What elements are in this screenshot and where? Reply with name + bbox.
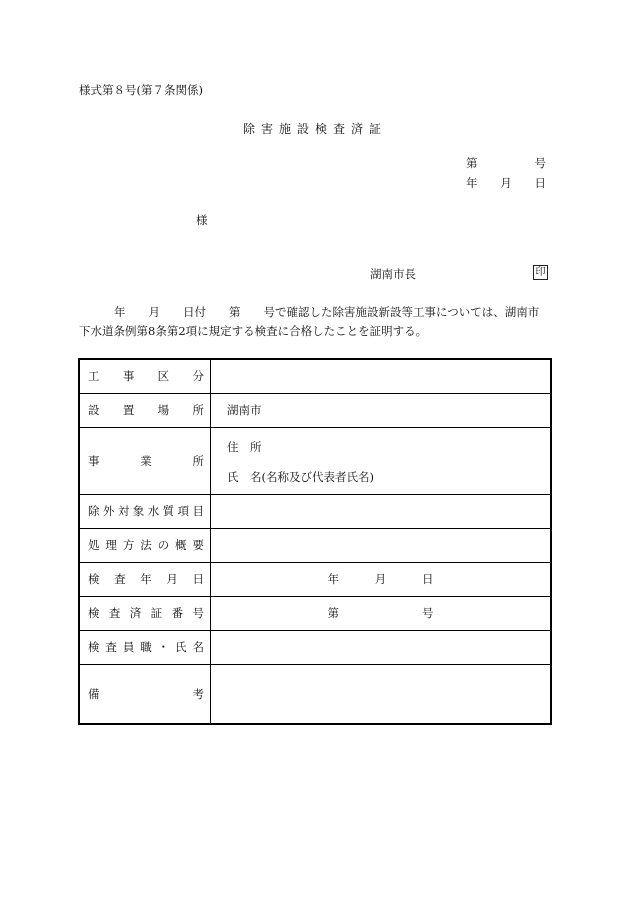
table-row [79, 393, 551, 427]
row-label-char: 職 [140, 640, 152, 654]
business-operator-value [211, 427, 552, 494]
row-label-char: 査 [108, 606, 121, 620]
row-label-char: 考 [192, 686, 204, 701]
row-label-char: 工 [88, 369, 100, 384]
row-label-char: 事 [122, 369, 135, 384]
inspection-date-day: 日 [422, 572, 434, 586]
issue-date-day: 日 [534, 176, 546, 190]
row-label-char: 検 [88, 640, 100, 654]
row-label-business-operator [79, 427, 211, 494]
row-label-char: 場 [157, 403, 170, 417]
row-label-char: 法 [140, 538, 152, 552]
row-label-char: 除 [88, 504, 100, 518]
row-label-char: 水 [147, 504, 160, 518]
row-label-char: 目 [192, 504, 204, 518]
name-label: 氏 名(名称及び代表者氏名) [227, 469, 374, 484]
addressee-honorific: 様 [196, 213, 208, 227]
row-label-char: 査 [105, 640, 117, 654]
row-label-char: 日 [192, 572, 204, 586]
certificate-number-value [211, 596, 552, 630]
table-row [79, 630, 551, 664]
row-label-inspector-title-name [79, 630, 211, 664]
row-label-char: 象 [132, 504, 145, 518]
row-label-char: 査 [114, 572, 126, 586]
construction-category-value [211, 359, 552, 393]
row-label-char: 要 [192, 538, 204, 552]
treatment-method-outline-value [211, 528, 552, 562]
row-label-certificate-number [79, 596, 211, 630]
row-label-char: 外 [102, 504, 115, 518]
row-label-treatment-method-outline [79, 528, 211, 562]
seal-stamp-box: 印 [533, 265, 548, 280]
row-label-char: 対 [117, 504, 130, 518]
row-label-char: 備 [88, 686, 100, 701]
row-label-char: 設 [88, 403, 100, 417]
row-label-char: 済 [129, 606, 142, 620]
row-label-char: 員 [122, 640, 135, 654]
row-label-excluded-water-quality-items [79, 494, 211, 528]
row-label-construction-category [79, 359, 211, 393]
issue-number-prefix: 第 [466, 156, 478, 170]
row-label-char: 番 [171, 606, 184, 620]
row-label-char: 検 [88, 606, 100, 620]
row-label-char: 方 [122, 538, 135, 552]
certification-statement-line-1: 年 月 日付 第 号で確認した除害施設新設等工事については、湖南市 [114, 305, 540, 319]
row-label-remarks [79, 664, 211, 724]
certification-statement [79, 303, 554, 341]
inspection-date-year: 年 [327, 572, 339, 586]
inspector-title-name-value [211, 630, 552, 664]
row-label-char: 処 [88, 538, 100, 552]
issue-date [466, 175, 546, 191]
row-label-char: 事 [88, 453, 100, 468]
issuer-name: 湖南市長 [370, 267, 416, 281]
row-label-char: 項 [177, 504, 190, 518]
table-row [79, 494, 551, 528]
table-row [79, 528, 551, 562]
row-label-char: 検 [88, 572, 100, 586]
issue-date-month: 月 [500, 176, 512, 190]
row-label-char: 理 [105, 538, 117, 552]
row-label-char: 所 [192, 453, 204, 468]
excluded-water-quality-items-value [211, 494, 552, 528]
row-label-char: 置 [122, 403, 135, 417]
row-label-char: 証 [150, 606, 163, 620]
inspection-date-month: 月 [374, 572, 387, 586]
row-label-char: 所 [192, 403, 204, 417]
form-number: 様式第８号(第７条関係) [79, 83, 203, 97]
table-row [79, 359, 551, 393]
row-label-char: 年 [140, 572, 152, 586]
table-row [79, 562, 551, 596]
installation-location-value: 湖南市 [211, 393, 552, 427]
row-label-char: 業 [140, 453, 152, 468]
row-label-installation-location [79, 393, 211, 427]
row-label-char: の [157, 538, 170, 552]
row-label-inspection-date [79, 562, 211, 596]
table-row [79, 664, 551, 724]
row-label-char: 氏 [175, 640, 187, 654]
inspection-details-table [78, 358, 552, 725]
certificate-number-prefix: 第 [327, 606, 339, 620]
row-label-char: 分 [192, 369, 204, 384]
row-label-char: 名 [192, 640, 204, 654]
row-label-char: 概 [175, 538, 187, 552]
issue-number [466, 155, 546, 171]
issue-number-suffix: 号 [534, 156, 546, 170]
certificate-number-suffix: 号 [422, 606, 434, 620]
remarks-value [211, 664, 552, 724]
address-label: 住 所 [227, 439, 262, 454]
document-title: 除害施設検査済証 [242, 122, 387, 136]
row-label-char: 区 [157, 369, 170, 384]
row-label-char: ・ [157, 640, 170, 654]
row-label-char: 質 [162, 504, 175, 518]
table-row [79, 596, 551, 630]
row-label-char: 号 [192, 606, 204, 620]
row-label-char: 月 [166, 572, 178, 586]
certification-statement-line-2: 下水道条例第8条第2項に規定する検査に合格したことを証明する。 [79, 324, 428, 338]
issue-date-year: 年 [466, 176, 478, 190]
table-row [79, 427, 551, 494]
inspection-date-value [211, 562, 552, 596]
